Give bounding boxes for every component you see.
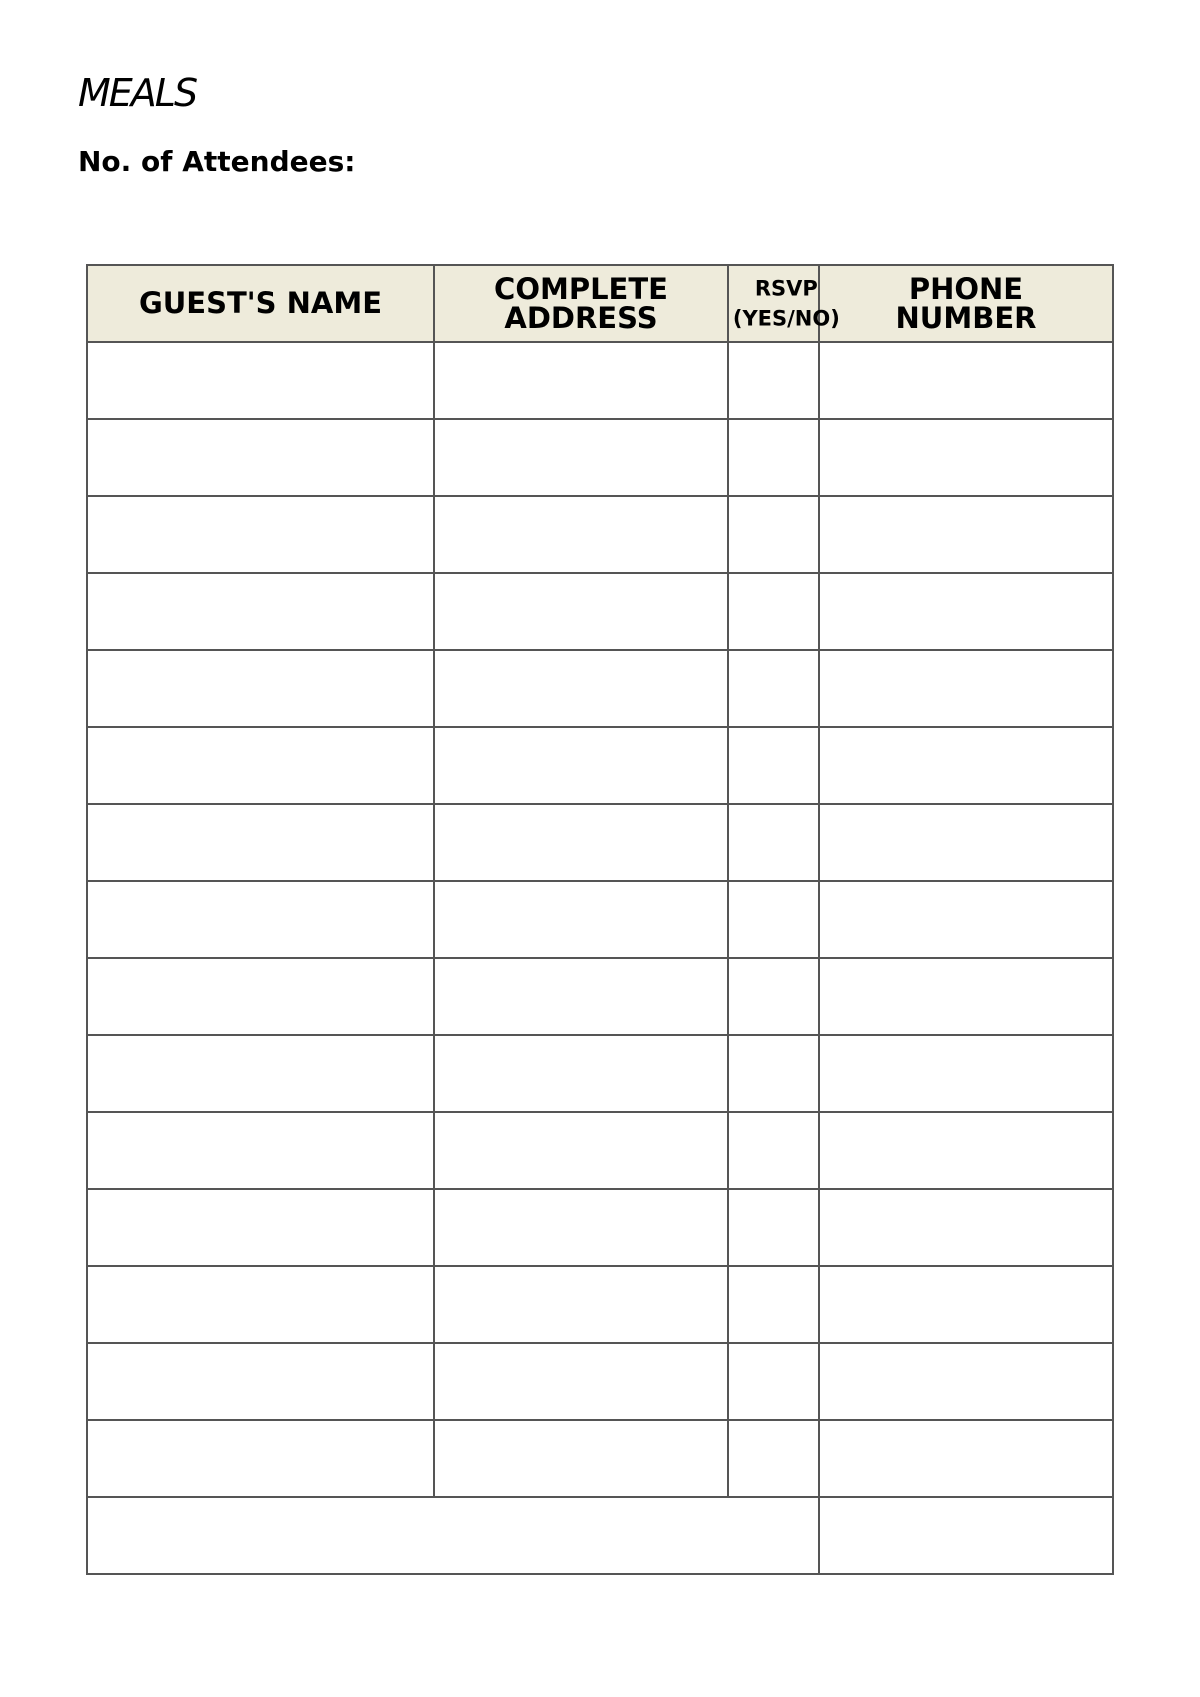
cell-rsvp[interactable] bbox=[728, 1266, 819, 1343]
cell-address[interactable] bbox=[434, 1189, 728, 1266]
cell-guest-name[interactable] bbox=[87, 804, 434, 881]
table-row bbox=[87, 804, 1113, 881]
cell-rsvp[interactable] bbox=[728, 1420, 819, 1497]
table-header-row bbox=[87, 265, 1113, 342]
guest-list-table bbox=[86, 264, 1114, 1575]
cell-guest-name[interactable] bbox=[87, 650, 434, 727]
cell-guest-name[interactable] bbox=[87, 342, 434, 419]
table-row bbox=[87, 496, 1113, 573]
table-row bbox=[87, 1343, 1113, 1420]
table-body bbox=[87, 342, 1113, 1574]
cell-phone[interactable] bbox=[819, 958, 1113, 1035]
cell-guest-name[interactable] bbox=[87, 727, 434, 804]
table-row bbox=[87, 1112, 1113, 1189]
cell-phone[interactable] bbox=[819, 881, 1113, 958]
cell-phone[interactable] bbox=[819, 1112, 1113, 1189]
cell-guest-name[interactable] bbox=[87, 1343, 434, 1420]
cell-footer-phone[interactable] bbox=[819, 1497, 1113, 1574]
cell-phone[interactable] bbox=[819, 1266, 1113, 1343]
cell-phone[interactable] bbox=[819, 419, 1113, 496]
cell-address[interactable] bbox=[434, 650, 728, 727]
table-row bbox=[87, 650, 1113, 727]
cell-phone[interactable] bbox=[819, 650, 1113, 727]
cell-guest-name[interactable] bbox=[87, 1112, 434, 1189]
header-phone-number bbox=[819, 265, 1113, 342]
table-row bbox=[87, 573, 1113, 650]
cell-rsvp[interactable] bbox=[728, 727, 819, 804]
cell-address[interactable] bbox=[434, 881, 728, 958]
document-title: MEALS bbox=[78, 71, 197, 115]
cell-address[interactable] bbox=[434, 1035, 728, 1112]
cell-address[interactable] bbox=[434, 1343, 728, 1420]
cell-guest-name[interactable] bbox=[87, 419, 434, 496]
cell-rsvp[interactable] bbox=[728, 804, 819, 881]
cell-address[interactable] bbox=[434, 496, 728, 573]
cell-phone[interactable] bbox=[819, 1420, 1113, 1497]
table-row bbox=[87, 1266, 1113, 1343]
cell-rsvp[interactable] bbox=[728, 650, 819, 727]
header-address-line1: COMPLETE bbox=[494, 271, 668, 306]
cell-address[interactable] bbox=[434, 419, 728, 496]
cell-address[interactable] bbox=[434, 1112, 728, 1189]
cell-rsvp[interactable] bbox=[728, 342, 819, 419]
table-row bbox=[87, 958, 1113, 1035]
header-guest-name-label: GUEST'S NAME bbox=[138, 286, 383, 320]
header-phone-line1: PHONE bbox=[908, 271, 1024, 306]
cell-guest-name[interactable] bbox=[87, 1420, 434, 1497]
cell-rsvp[interactable] bbox=[728, 573, 819, 650]
cell-guest-name[interactable] bbox=[87, 496, 434, 573]
cell-address[interactable] bbox=[434, 573, 728, 650]
table-row bbox=[87, 419, 1113, 496]
cell-phone[interactable] bbox=[819, 1189, 1113, 1266]
cell-rsvp[interactable] bbox=[728, 496, 819, 573]
table-row bbox=[87, 1189, 1113, 1266]
cell-guest-name[interactable] bbox=[87, 1035, 434, 1112]
cell-guest-name[interactable] bbox=[87, 1266, 434, 1343]
cell-phone[interactable] bbox=[819, 573, 1113, 650]
attendees-label: No. of Attendees: bbox=[78, 145, 356, 178]
cell-rsvp[interactable] bbox=[728, 1189, 819, 1266]
header-rsvp bbox=[728, 265, 840, 342]
header-complete-address bbox=[434, 265, 728, 342]
table-row bbox=[87, 727, 1113, 804]
table-row bbox=[87, 1420, 1113, 1497]
cell-address[interactable] bbox=[434, 804, 728, 881]
cell-guest-name[interactable] bbox=[87, 958, 434, 1035]
cell-rsvp[interactable] bbox=[728, 419, 819, 496]
cell-phone[interactable] bbox=[819, 727, 1113, 804]
cell-guest-name[interactable] bbox=[87, 881, 434, 958]
cell-phone[interactable] bbox=[819, 1343, 1113, 1420]
cell-address[interactable] bbox=[434, 727, 728, 804]
cell-phone[interactable] bbox=[819, 804, 1113, 881]
cell-address[interactable] bbox=[434, 342, 728, 419]
cell-footer-merged[interactable] bbox=[87, 1497, 819, 1574]
header-phone-line2: NUMBER bbox=[895, 300, 1037, 335]
table-footer-row bbox=[87, 1497, 1113, 1574]
table-row bbox=[87, 1035, 1113, 1112]
cell-address[interactable] bbox=[434, 1266, 728, 1343]
cell-address[interactable] bbox=[434, 958, 728, 1035]
cell-rsvp[interactable] bbox=[728, 1343, 819, 1420]
cell-guest-name[interactable] bbox=[87, 1189, 434, 1266]
header-rsvp-line1: RSVP bbox=[754, 276, 818, 301]
cell-guest-name[interactable] bbox=[87, 573, 434, 650]
cell-rsvp[interactable] bbox=[728, 958, 819, 1035]
cell-phone[interactable] bbox=[819, 496, 1113, 573]
cell-phone[interactable] bbox=[819, 1035, 1113, 1112]
cell-rsvp[interactable] bbox=[728, 881, 819, 958]
header-address-line2: ADDRESS bbox=[504, 300, 658, 335]
table-row bbox=[87, 881, 1113, 958]
cell-phone[interactable] bbox=[819, 342, 1113, 419]
cell-rsvp[interactable] bbox=[728, 1112, 819, 1189]
table-row bbox=[87, 342, 1113, 419]
header-guest-name bbox=[87, 265, 434, 342]
header-rsvp-line2: (YES/NO) bbox=[732, 306, 840, 331]
cell-address[interactable] bbox=[434, 1420, 728, 1497]
cell-rsvp[interactable] bbox=[728, 1035, 819, 1112]
